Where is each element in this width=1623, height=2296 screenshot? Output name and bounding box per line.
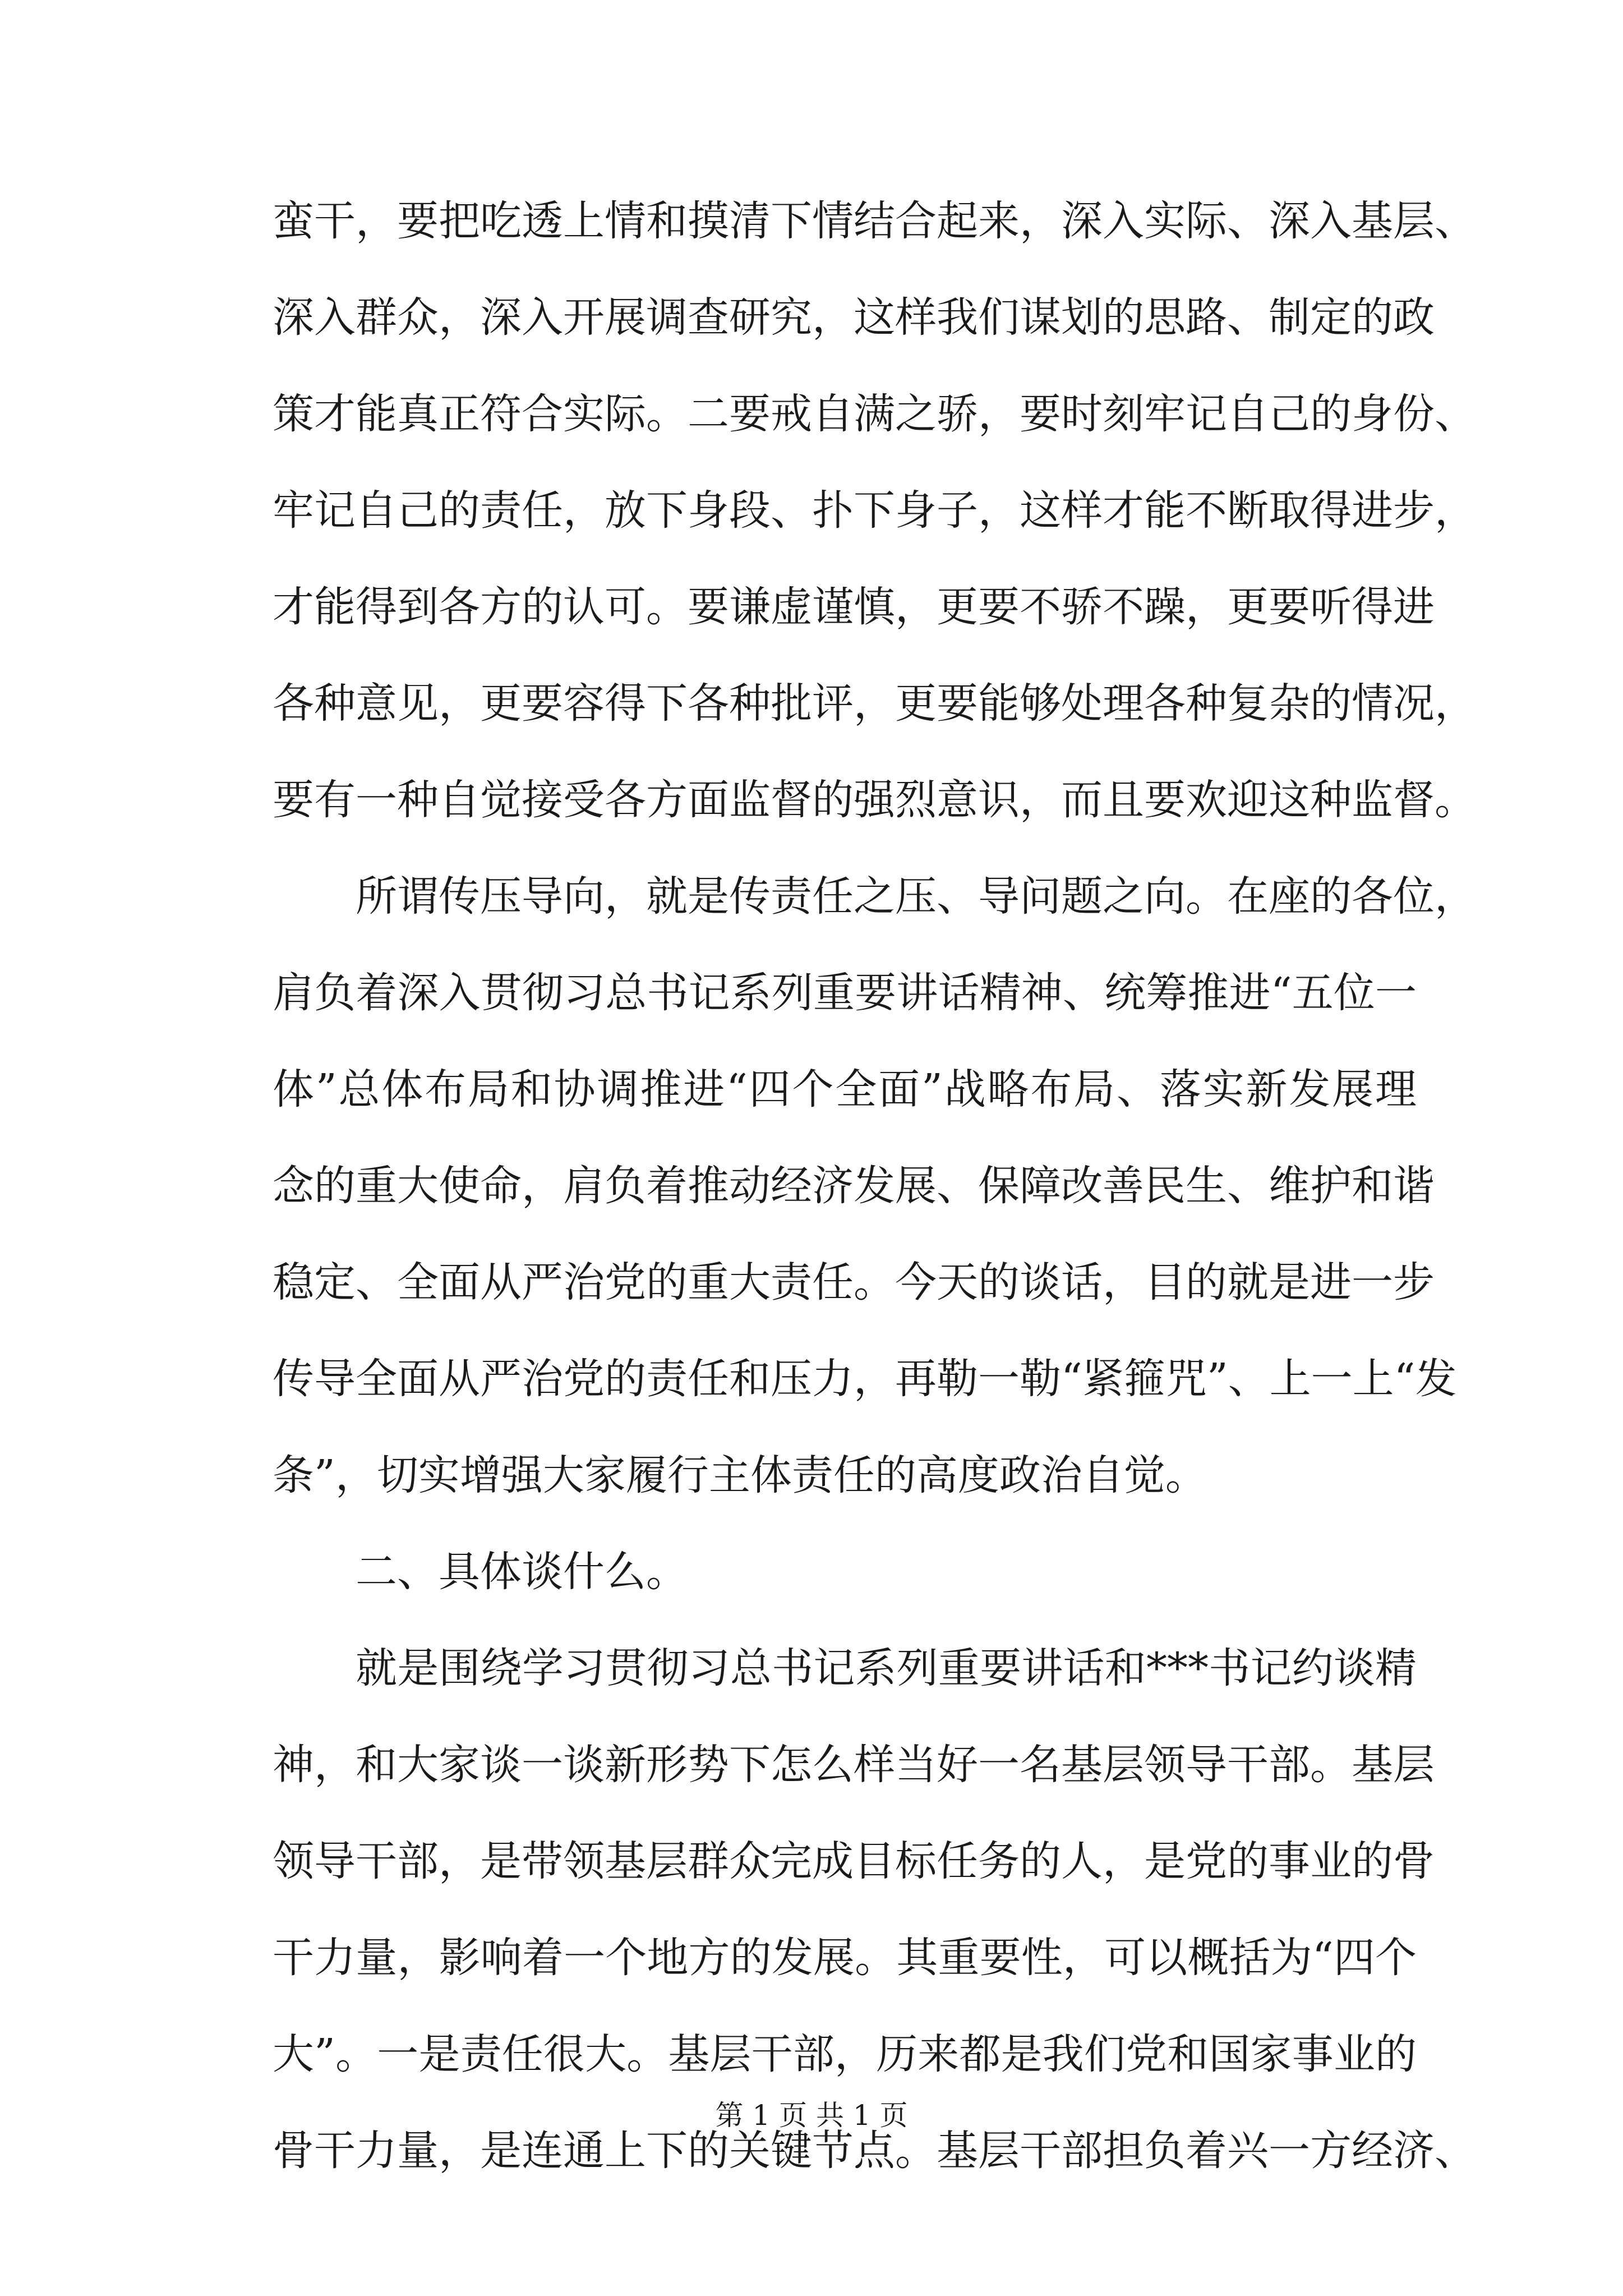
text-line: 要有一种自觉接受各方面监督的强烈意识，而且要欢迎这种监督。 bbox=[273, 776, 1476, 824]
page-footer: 第 1 页 共 1 页 bbox=[715, 2099, 908, 2132]
body-text bbox=[273, 173, 1476, 2199]
text-line: 体”总体布局和协调推进“四个全面”战略布局、落实新发展理 bbox=[273, 1065, 1417, 1114]
text-line: 就是围绕学习贯彻习总书记系列重要讲话和***书记约谈精 bbox=[356, 1644, 1417, 1692]
text-line: 策才能真正符合实际。二要戒自满之骄，要时刻牢记自己的身份、 bbox=[273, 390, 1476, 438]
text-line: 牢记自己的责任，放下身段、扑下身子，这样才能不断取得进步， bbox=[273, 486, 1476, 535]
text-line: 干力量，影响着一个地方的发展。其重要性，可以概括为“四个 bbox=[273, 1934, 1417, 1982]
text-line: 骨干力量，是连通上下的关键节点。基层干部担负着兴一方经济、 bbox=[273, 2127, 1476, 2175]
text-line: 各种意见，更要容得下各种批评，更要能够处理各种复杂的情况， bbox=[273, 679, 1476, 728]
text-line: 传导全面从严治党的责任和压力，再勒一勒“紧箍咒”、上一上“发 bbox=[273, 1355, 1457, 1403]
text-line: 深入群众，深入开展调查研究，这样我们谋划的思路、制定的政 bbox=[273, 293, 1435, 342]
text-line: 肩负着深入贯彻习总书记系列重要讲话精神、统筹推进“五位一 bbox=[273, 969, 1417, 1017]
text-line: 所谓传压导向，就是传责任之压、导问题之向。在座的各位， bbox=[356, 872, 1476, 921]
text-line: 神，和大家谈一谈新形势下怎么样当好一名基层领导干部。基层 bbox=[273, 1741, 1435, 1789]
text-line: 念的重大使命，肩负着推动经济发展、保障改善民生、维护和谐 bbox=[273, 1162, 1435, 1210]
text-line: 条”，切实增强大家履行主体责任的高度政治自觉。 bbox=[273, 1451, 1207, 1499]
text-line: 二、具体谈什么。 bbox=[356, 1548, 688, 1596]
text-line: 蛮干，要把吃透上情和摸清下情结合起来，深入实际、深入基层、 bbox=[273, 197, 1476, 245]
text-line: 才能得到各方的认可。要谦虚谨慎，更要不骄不躁，更要听得进 bbox=[273, 583, 1435, 631]
text-line: 大”。一是责任很大。基层干部，历来都是我们党和国家事业的 bbox=[273, 2030, 1417, 2078]
text-line: 领导干部，是带领基层群众完成目标任务的人，是党的事业的骨 bbox=[273, 1837, 1435, 1885]
text-line: 稳定、全面从严治党的重大责任。今天的谈话，目的就是进一步 bbox=[273, 1258, 1435, 1306]
